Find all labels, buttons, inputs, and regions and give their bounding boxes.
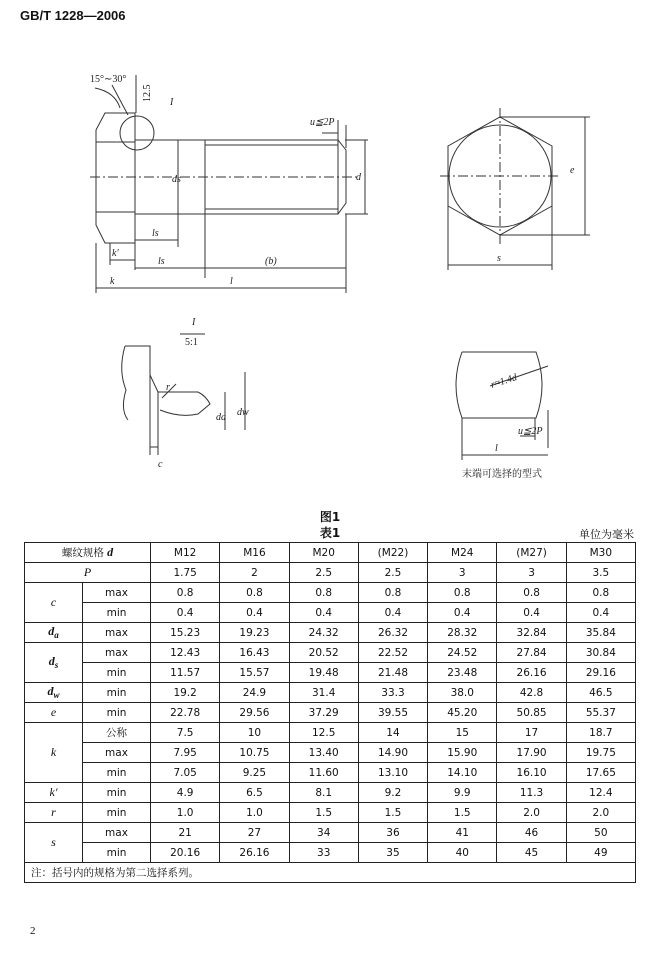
table-row: min 20.16 26.16 33 35 40 45 49: [25, 843, 636, 863]
kprime-label: k′: [112, 248, 119, 259]
b-label: (b): [265, 256, 277, 267]
table-row: k′ min 4.9 6.5 8.1 9.2 9.9 11.3 12.4: [25, 783, 636, 803]
ls-inner-label: ls: [152, 228, 159, 239]
size-header: (M22): [358, 543, 427, 563]
e-label: e: [570, 165, 575, 176]
detail-title: I: [192, 317, 196, 328]
size-header: M16: [220, 543, 289, 563]
optional-r-label: r≈1.4d: [489, 372, 519, 391]
table-row: $d_a$ max 15.23 19.23 24.32 26.32 28.32 32.84 35.84: [25, 623, 636, 643]
table-row: min 7.05 9.25 11.60 13.10 14.10 16.10 17.65: [25, 763, 636, 783]
u-label: u≦2P: [310, 117, 335, 128]
table-header-row: [25, 543, 636, 563]
detail-c-label: c: [158, 459, 163, 470]
table-note-row: [25, 863, 636, 883]
table-row: s max 21 27 34 36 41 46 50: [25, 823, 636, 843]
s-label: s: [497, 253, 501, 264]
detail-ref-label: I: [170, 97, 174, 108]
table-row: max 7.95 10.75 13.40 14.90 15.90 17.90 19.75: [25, 743, 636, 763]
angle-label: 15°∼30°: [90, 74, 127, 85]
table-row: c max 0.8 0.8 0.8 0.8 0.8 0.8 0.8: [25, 583, 636, 603]
size-header: M20: [289, 543, 358, 563]
table-row: min 0.4 0.4 0.4 0.4 0.4 0.4 0.4: [25, 603, 636, 623]
detail-r-label: r: [166, 382, 170, 393]
spec-table: [24, 542, 636, 883]
figure-title: 图1: [319, 510, 341, 524]
detail-scale: 5:1: [185, 337, 198, 348]
optional-end-caption: 末端可选择的型式: [462, 469, 542, 480]
ds-label: ds: [172, 174, 181, 185]
page-number: 2: [30, 925, 36, 937]
detail-dw-label: dw: [237, 407, 249, 418]
k-label: k: [110, 276, 115, 287]
standard-number: GB/T 1228—2006: [20, 8, 126, 23]
table-row: P 1.75 2 2.5 2.5 3 3 3.5: [25, 563, 636, 583]
detail-da-label: da: [216, 412, 226, 423]
table-row: e min 22.78 29.56 37.29 39.55 45.20 50.85 55.37: [25, 703, 636, 723]
table-row: r min 1.0 1.0 1.5 1.5 1.5 2.0 2.0: [25, 803, 636, 823]
optional-l-label: l: [495, 443, 498, 454]
detail-circle: [120, 116, 154, 150]
l-label: l: [230, 276, 233, 287]
header-cell: 螺纹规格 d: [25, 543, 151, 563]
size-header: M24: [428, 543, 497, 563]
detail-outline: [125, 346, 198, 392]
d-label: d: [356, 172, 361, 183]
optional-u-label: u≦2P: [518, 426, 543, 437]
table-title: 表1: [319, 526, 341, 540]
bolt-head-outline: [96, 113, 135, 243]
table-row: $d_w$ min 19.2 24.9 31.4 33.3 38.0 42.8 46.5: [25, 683, 636, 703]
size-header: M30: [566, 543, 635, 563]
radius-label: 12.5: [142, 84, 153, 102]
table-row: min 11.57 15.57 19.48 21.48 23.48 26.16 29.16: [25, 663, 636, 683]
table-row: k 公称 7.5 10 12.5 14 15 17 18.7: [25, 723, 636, 743]
size-header: M12: [151, 543, 220, 563]
table-row: $d_s$ max 12.43 16.43 20.52 22.52 24.52 27.84 30.84: [25, 643, 636, 663]
ls-label: ls: [158, 256, 165, 267]
table-note: 注：括号内的规格为第二选择系列。: [25, 863, 636, 883]
unit-label: 单位为毫米: [579, 528, 634, 541]
size-header: (M27): [497, 543, 566, 563]
